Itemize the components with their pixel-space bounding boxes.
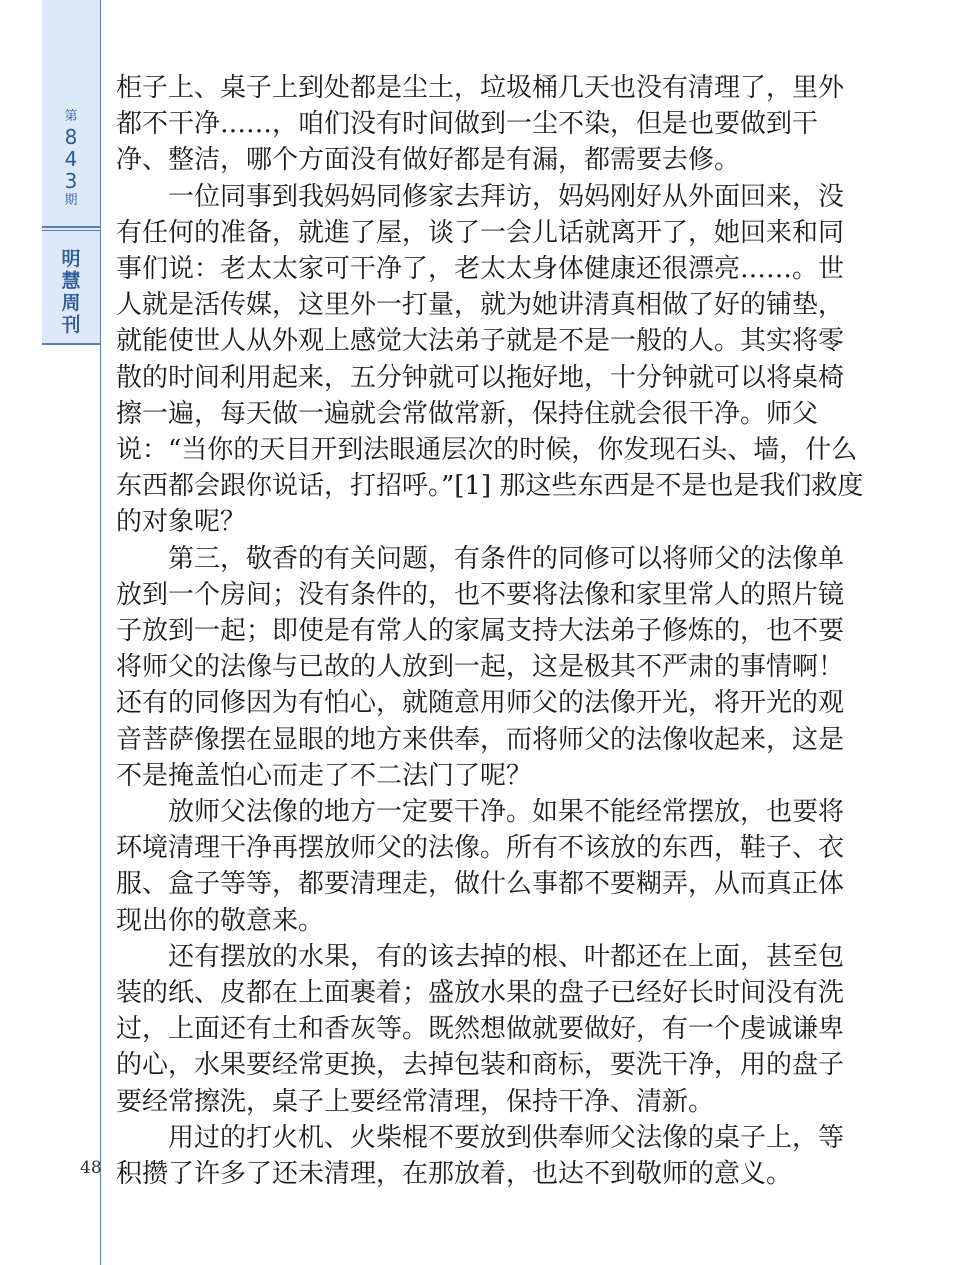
magazine-char: 周 [61, 292, 81, 314]
sidebar [0, 0, 100, 1265]
sidebar-divider [100, 0, 101, 1265]
magazine-char: 慧 [61, 270, 81, 292]
magazine-char: 刊 [61, 314, 81, 336]
paragraph: 第三，敬香的有关问题，有条件的同修可以将师父的法像单放到一个房间；没有条件的，也不要将法像和家里常人的照片镜子放到一起；即使是有常人的家属支持大法弟子修炼的，也不要将师父的法像与已故的人放到一起，这是极其不严肃的事情啊！还有的同修因为有怕心，就随意用师父的法像开光，将开光的观音菩萨像摆在显眼的地方来供奉，而将师父的法像收起来，这是不是掩盖怕心而走了不二法门了呢？ [116, 543, 845, 791]
issue-digit: 3 [64, 169, 78, 193]
page-number: 48 [80, 1158, 102, 1178]
paragraph: 还有摆放的水果，有的该去掉的根、叶都还在上面，甚至包装的纸、皮都在上面裹着；盛放水果的盘子已经好长时间没有洗过，上面还有土和香灰等。既然想做就要做好，有一个虔诚谦卑的心，水果要经常更换，去掉包装和商标，要洗干净，用的盘子要经常擦洗，桌子上要经常清理，保持干净、清新。 [116, 941, 845, 1117]
issue-digit: 8 [64, 125, 78, 149]
issue-rule [42, 226, 100, 228]
magazine-title [42, 248, 100, 336]
magazine-char: 明 [61, 248, 81, 270]
paragraph: 柜子上、桌子上到处都是尘土，垃圾桶几天也没有清理了，里外都不干净……，咱们没有时间做到一尘不染，但是也要做到干净、整洁，哪个方面没有做好都是有漏，都需要去修。 [116, 73, 845, 176]
issue-prefix: 第 [64, 109, 78, 124]
issue-digit: 4 [64, 147, 78, 171]
paragraph: 放师父法像的地方一定要干净。如果不能经常摆放，也要将环境清理干净再摆放师父的法像。所有不该放的东西，鞋子、衣服、盒子等等，都要清理走，做什么事都不要糊弄，从而真正体现出你的敬意来。 [116, 797, 845, 936]
paragraph: 用过的打火机、火柴棍不要放到供奉师父法像的桌子上，等积攒了许多了还未清理，在那放着，也达不到敬师的意义。 [116, 1122, 845, 1190]
article-body [116, 70, 864, 1192]
issue-label [42, 108, 100, 210]
magazine-rule [42, 343, 100, 345]
issue-rule [42, 230, 100, 231]
issue-suffix: 期 [64, 193, 78, 208]
paragraph: 一位同事到我妈妈同修家去拜访，妈妈刚好从外面回来，没有任何的准备，就進了屋，谈了一会儿话就离开了，她回来和同事们说：老太太家可干净了，老太太身体健康还很漂亮……。世人就是活传媒，这里外一打量，就为她讲清真相做了好的铺垫，就能使世人从外观上感觉大法弟子就是不是一般的人。其实将零散的时间利用起来，五分钟就可以拖好地，十分钟就可以将桌椅擦一遍，每天做一遍就会常做常新，保持住就会很干净。师父说：“当你的天目开到法眼通层次的时候，你发现石头、墙，什么东西都会跟你说话，打招呼。”[1] 那这些东西是不是也是我们救度的对象呢？ [116, 181, 864, 538]
